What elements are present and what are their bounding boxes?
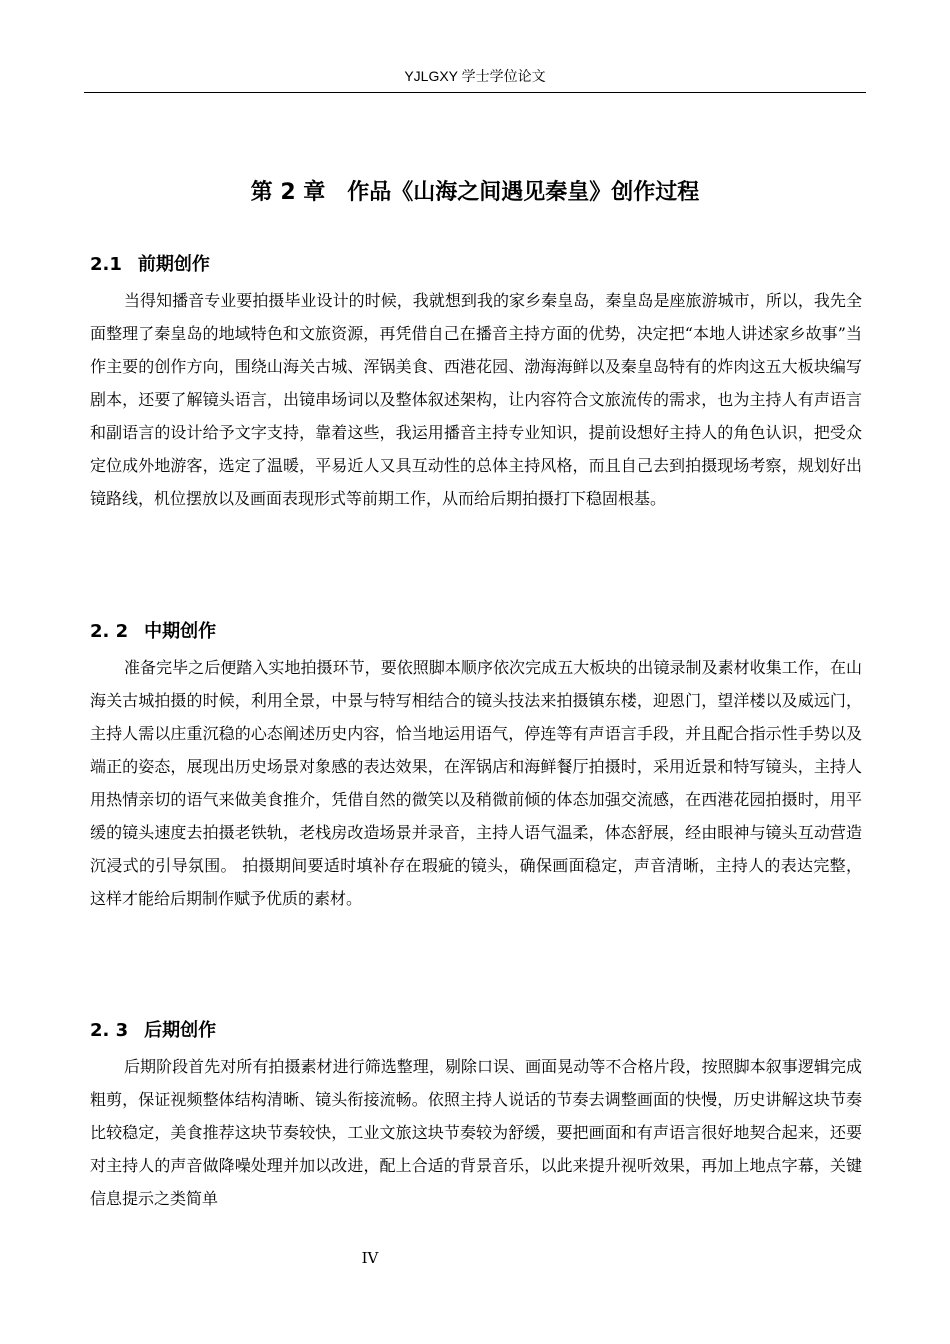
section-heading — [90, 1016, 862, 1046]
section-number: 2.1 — [90, 254, 122, 275]
section-title: 前期创作 — [137, 254, 210, 275]
section-number: 2. 2 — [90, 621, 129, 642]
section-2-2 — [90, 617, 862, 915]
section-2-3 — [90, 1016, 862, 1215]
section-2-1 — [90, 250, 862, 515]
section-paragraph: 后期阶段首先对所有拍摄素材进行筛选整理，剔除口误、画面晃动等不合格片段，按照脚本叙事逻辑完成粗剪，保证视频整体结构清晰、镜头衔接流畅。依照主持人说话的节奏去调整画面的快慢，历史讲解这块节奏比较稳定，美食推荐这块节奏较快，工业文旅这块节奏较为舒缓，要把画面和有声语言很好地契合起来，还要对主持人的声音做降噪处理并加以改进，配上合适的背景音乐，以此来提升视听效果，再加上地点字幕，关键信息提示之类简单 — [90, 1057, 862, 1208]
section-heading — [90, 617, 862, 647]
section-heading — [90, 250, 862, 280]
section-paragraph: 准备完毕之后便踏入实地拍摄环节，要依照脚本顺序依次完成五大板块的出镜录制及素材收集工作，在山海关古城拍摄的时候，利用全景，中景与特写相结合的镜头技法来拍摄镇东楼，迎恩门，望洋楼以及威远门，主持人需以庄重沉稳的心态阐述历史内容，恰当地运用语气，停连等有声语言手段，并且配合指示性手势以及端正的姿态，展现出历史场景对象感的表达效果，在浑锅店和海鲜餐厅拍摄时，采用近景和特写镜头，主持人用热情亲切的语气来做美食推介，凭借自然的微笑以及稍微前倾的体态加强交流感，在西港花园拍摄时，用平缓的镜头速度去拍摄老铁轨，老栈房改造场景并录音，主持人语气温柔，体态舒展，经由眼神与镜头互动营造沉浸式的引导氛围。 拍摄期间要适时填补存在瑕疵的镜头，确保画面稳定，声音清晰，主持人的表达完整，这样才能给后期制作赋予优质的素材。 — [90, 658, 862, 908]
running-header: YJLGXY 学士学位论文 — [84, 66, 866, 93]
page-number: IV — [361, 1249, 379, 1267]
section-title: 中期创作 — [144, 621, 217, 642]
section-paragraph: 当得知播音专业要拍摄毕业设计的时候，我就想到我的家乡秦皇岛，秦皇岛是座旅游城市，所以，我先全面整理了秦皇岛的地域特色和文旅资源，再凭借自己在播音主持方面的优势，决定把“本地人讲述家乡故事”当作主要的创作方向，围绕山海关古城、浑锅美食、西港花园、渤海海鲜以及秦皇岛特有的炸肉这五大板块编写剧本，还要了解镜头语言，出镜串场词以及整体叙述架构，让内容符合文旅流传的需求，也为主持人有声语言和副语言的设计给予文字支持，靠着这些，我运用播音主持专业知识，提前设想好主持人的角色认识，把受众定位成外地游客，选定了温暖，平易近人又具互动性的总体主持风格，而且自己去到拍摄现场考察，规划好出镜路线，机位摆放以及画面表现形式等前期工作，从而给后期拍摄打下稳固根基。 — [90, 291, 862, 508]
section-title: 后期创作 — [144, 1020, 217, 1041]
section-number: 2. 3 — [90, 1020, 129, 1041]
chapter-title: 第 2 章 作品《山海之间遇见秦皇》创作过程 — [250, 180, 700, 205]
